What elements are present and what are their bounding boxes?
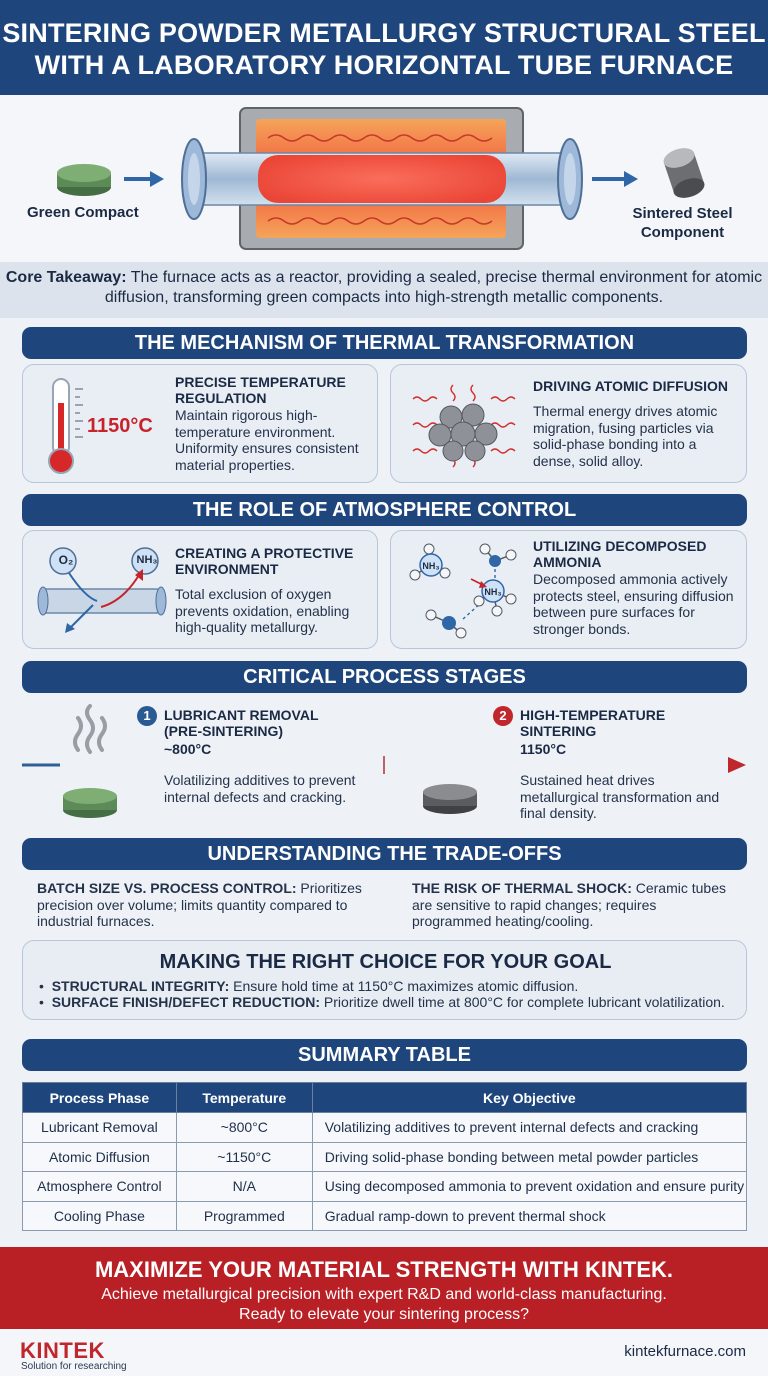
choice-panel <box>22 940 747 1020</box>
table-row <box>23 1142 747 1172</box>
stage-title: LUBRICANT REMOVAL (PRE-SINTERING) <box>164 707 319 739</box>
choice-label: STRUCTURAL INTEGRITY: <box>51 978 230 994</box>
card-title: DRIVING ATOMIC DIFFUSION <box>533 378 728 394</box>
summary-table <box>22 1082 747 1231</box>
takeaway-text: The furnace acts as a reactor, providing a sealed, precise thermal environment for atomic diffusion, transforming green compacts into high-strength metallic components. <box>104 269 763 306</box>
section-title-summary: SUMMARY TABLE <box>22 1039 747 1071</box>
o2-label: O₂ <box>58 553 74 567</box>
core-takeaway <box>0 262 768 318</box>
card-text: Thermal energy drives atomic migration, fusing particles via solid-phase bonding into a dense, solid alloy. <box>533 403 718 469</box>
table-cell: Gradual ramp-down to prevent thermal shock <box>312 1201 746 1231</box>
choice-text: Ensure hold time at 1150°C maximizes atomic diffusion. <box>229 978 579 994</box>
page-title: SINTERING POWDER METALLURGY STRUCTURAL STEEL WITH A LABORATORY HORIZONTAL TUBE FURNACE <box>2 18 766 80</box>
atoms-diffusion-icon <box>403 379 523 471</box>
tradeoff-label: THE RISK OF THERMAL SHOCK: <box>412 880 632 896</box>
table-cell: Volatilizing additives to prevent internal defects and cracking <box>312 1113 746 1143</box>
choice-item: • SURFACE FINISH/DEFECT REDUCTION: Prioritize dwell time at 800°C for complete lubricant volatilization. <box>39 994 725 1010</box>
stage-text: Volatilizing additives to prevent internal defects and cracking. <box>164 772 356 805</box>
cta-line2: Ready to elevate your sintering process? <box>239 1306 529 1323</box>
stage-title: HIGH-TEMPERATURE SINTERING <box>520 707 666 739</box>
table-cell: Using decomposed ammonia to prevent oxidation and ensure purity <box>312 1172 746 1202</box>
choice-title: MAKING THE RIGHT CHOICE FOR YOUR GOAL <box>159 951 612 973</box>
cta-banner <box>0 1247 768 1329</box>
thermometer-value: 1150°C <box>87 415 153 437</box>
card-ammonia <box>390 530 747 649</box>
card-title: UTILIZING DECOMPOSED AMMONIA <box>533 538 707 570</box>
card-title: PRECISE TEMPERATURE REGULATION <box>175 374 346 406</box>
card-diffusion <box>390 364 747 483</box>
arrow-right-icon <box>124 171 164 187</box>
card-text: Decomposed ammonia actively protects steel, ensuring diffusion between pure surfaces for stronger bonds. <box>533 571 734 637</box>
stage-text: Sustained heat drives metallurgical transformation and final density. <box>520 772 720 821</box>
stage-temp: 1150°C <box>520 741 567 757</box>
section-title-atmosphere: THE ROLE OF ATMOSPHERE CONTROL <box>22 494 747 526</box>
table-row <box>23 1113 747 1143</box>
column-header: Temperature <box>176 1083 312 1113</box>
cta-line1: Achieve metallurgical precision with expert R&D and world-class manufacturing. <box>101 1286 667 1303</box>
card-title: CREATING A PROTECTIVE ENVIRONMENT <box>175 545 354 577</box>
section-title-tradeoffs: UNDERSTANDING THE TRADE-OFFS <box>22 838 747 870</box>
section-title-mechanism: THE MECHANISM OF THERMAL TRANSFORMATION <box>22 327 747 359</box>
green-compact-icon <box>57 164 111 196</box>
cta-headline: MAXIMIZE YOUR MATERIAL STRENGTH WITH KINTEK. <box>94 1257 674 1282</box>
tradeoff-text: Prioritizes precision over volume; limits quantity compared to industrial furnaces. <box>37 880 362 929</box>
arrow-right-icon <box>592 171 638 187</box>
column-header: Process Phase <box>23 1083 177 1113</box>
table-row <box>23 1172 747 1202</box>
nh3-label: NH₃ <box>136 554 158 566</box>
table-cell: Cooling Phase <box>23 1201 177 1231</box>
card-text: Maintain rigorous high-temperature environment. Uniformity ensures consistent material properties. <box>175 407 359 473</box>
brand-bar <box>0 1329 768 1376</box>
sintered-steel-icon <box>661 144 707 201</box>
table-cell: Programmed <box>176 1201 312 1231</box>
stage-number: 1 <box>137 706 157 726</box>
table-header-row <box>23 1083 747 1113</box>
choice-text: Prioritize dwell time at 800°C for complete lubricant volatilization. <box>320 994 725 1010</box>
table-row <box>23 1201 747 1231</box>
brand-url-link[interactable]: kintekfurnace.com <box>624 1343 746 1360</box>
table-cell: Atomic Diffusion <box>23 1142 177 1172</box>
page-header <box>0 0 768 95</box>
tradeoff-label: BATCH SIZE VS. PROCESS CONTROL: <box>37 880 297 896</box>
ammonia-molecules-icon <box>401 543 526 639</box>
sintered-steel-label: Sintered Steel Component <box>632 205 733 241</box>
tradeoff-item <box>37 880 367 930</box>
nh3-molecule-label: NH₃ <box>484 587 502 597</box>
green-compact-label: Green Compact <box>27 204 139 221</box>
stage-temp: ~800°C <box>164 741 212 757</box>
steel-disc-icon <box>423 784 477 814</box>
card-text: Total exclusion of oxygen prevents oxidation, enabling high-quality metallurgy. <box>175 586 350 635</box>
table-cell: ~800°C <box>176 1113 312 1143</box>
table-cell: Driving solid-phase bonding between metal powder particles <box>312 1142 746 1172</box>
table-cell: ~1150°C <box>176 1142 312 1172</box>
brand-logo: KINTEK <box>20 1338 105 1363</box>
card-protective <box>22 530 378 649</box>
tradeoff-text: Ceramic tubes are sensitive to rapid changes; requires programmed heating/cooling. <box>412 880 727 929</box>
brand-tagline: Solution for researching <box>21 1361 127 1372</box>
card-temperature <box>22 364 378 483</box>
choice-item: • STRUCTURAL INTEGRITY: Ensure hold time at 1150°C maximizes atomic diffusion. <box>39 978 579 994</box>
table-cell: Lubricant Removal <box>23 1113 177 1143</box>
table-cell: Atmosphere Control <box>23 1172 177 1202</box>
section-title-stages: CRITICAL PROCESS STAGES <box>22 661 747 693</box>
nh3-molecule-label: NH₃ <box>422 561 440 571</box>
green-compact-icon <box>63 788 117 818</box>
stage-number: 2 <box>493 706 513 726</box>
column-header: Key Objective <box>312 1083 746 1113</box>
tradeoff-item <box>412 880 737 930</box>
steam-icon <box>75 706 105 752</box>
takeaway-label: Core Takeaway: <box>5 269 127 286</box>
choice-label: SURFACE FINISH/DEFECT REDUCTION: <box>51 994 321 1010</box>
table-cell: N/A <box>176 1172 312 1202</box>
